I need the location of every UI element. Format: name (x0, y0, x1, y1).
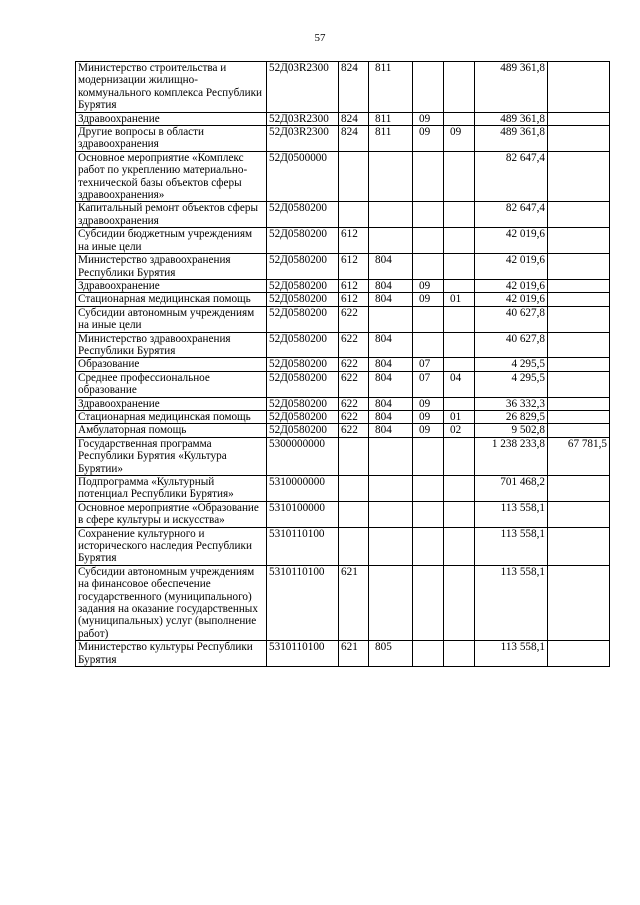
row-vr-cell: 824 (339, 126, 369, 152)
row-grbs-cell: 804 (369, 371, 413, 397)
row-sum1-cell: 42 019,6 (475, 293, 548, 306)
table-row (76, 424, 610, 437)
row-grbs-cell (369, 437, 413, 475)
row-sum2-cell (548, 371, 610, 397)
row-pr-cell (444, 397, 475, 410)
row-grbs-cell (369, 501, 413, 527)
row-grbs-cell: 804 (369, 332, 413, 358)
row-vr-cell: 612 (339, 279, 369, 292)
row-csr-cell: 5310110100 (267, 565, 339, 640)
row-csr-cell: 52Д0500000 (267, 151, 339, 202)
row-grbs-cell (369, 151, 413, 202)
row-sum1-cell: 701 468,2 (475, 476, 548, 502)
row-pr-cell: 02 (444, 424, 475, 437)
row-vr-cell (339, 501, 369, 527)
row-csr-cell: 52Д03R2300 (267, 112, 339, 125)
row-csr-cell: 52Д0580200 (267, 228, 339, 254)
row-name-cell: Основное мероприятие «Образование в сфере культуры и искусства» (76, 501, 267, 527)
row-pr-cell (444, 279, 475, 292)
row-name-cell: Подпрограмма «Культурный потенциал Республики Бурятия» (76, 476, 267, 502)
row-name-cell: Другие вопросы в области здравоохранения (76, 126, 267, 152)
table-row (76, 641, 610, 667)
row-vr-cell: 622 (339, 306, 369, 332)
row-grbs-cell: 811 (369, 62, 413, 113)
row-csr-cell: 5300000000 (267, 437, 339, 475)
row-pr-cell (444, 202, 475, 228)
row-sum1-cell: 489 361,8 (475, 112, 548, 125)
row-name-cell: Министерство культуры Республики Бурятия (76, 641, 267, 667)
row-grbs-cell (369, 476, 413, 502)
budget-table (75, 61, 610, 667)
row-pr-cell (444, 476, 475, 502)
row-sum1-cell: 4 295,5 (475, 358, 548, 371)
row-name-cell: Капитальный ремонт объектов сферы здравоохранения (76, 202, 267, 228)
row-sum1-cell: 4 295,5 (475, 371, 548, 397)
row-vr-cell: 622 (339, 371, 369, 397)
row-name-cell: Сохранение культурного и исторического наследия Республики Бурятия (76, 527, 267, 565)
row-sum2-cell (548, 112, 610, 125)
row-grbs-cell: 804 (369, 293, 413, 306)
row-sum1-cell: 113 558,1 (475, 527, 548, 565)
row-rz-cell (413, 202, 444, 228)
row-grbs-cell (369, 228, 413, 254)
table-row (76, 565, 610, 640)
row-rz-cell (413, 501, 444, 527)
row-rz-cell (413, 527, 444, 565)
row-grbs-cell: 804 (369, 279, 413, 292)
row-sum1-cell: 82 647,4 (475, 202, 548, 228)
row-grbs-cell: 805 (369, 641, 413, 667)
row-sum2-cell (548, 254, 610, 280)
row-sum2-cell (548, 126, 610, 152)
row-name-cell: Стационарная медицинская помощь (76, 293, 267, 306)
table-row (76, 151, 610, 202)
row-grbs-cell (369, 306, 413, 332)
row-name-cell: Министерство здравоохранения Республики Бурятия (76, 332, 267, 358)
row-grbs-cell: 811 (369, 126, 413, 152)
row-name-cell: Субсидии автономным учреждениям на финансовое обеспечение государственного (муниципального) задания на оказание государственных (муниципальных) услуг (выполнение работ) (76, 565, 267, 640)
row-csr-cell: 52Д0580200 (267, 358, 339, 371)
table-row (76, 293, 610, 306)
row-vr-cell (339, 437, 369, 475)
row-rz-cell (413, 476, 444, 502)
row-csr-cell: 5310110100 (267, 527, 339, 565)
row-sum1-cell: 42 019,6 (475, 254, 548, 280)
table-row (76, 527, 610, 565)
table-row (76, 501, 610, 527)
row-sum1-cell: 42 019,6 (475, 228, 548, 254)
row-name-cell: Министерство строительства и модернизации жилищно-коммунального комплекса Республики Бурятия (76, 62, 267, 113)
table-row (76, 397, 610, 410)
row-pr-cell (444, 254, 475, 280)
row-pr-cell: 04 (444, 371, 475, 397)
row-rz-cell: 09 (413, 279, 444, 292)
row-pr-cell (444, 641, 475, 667)
row-name-cell: Министерство здравоохранения Республики Бурятия (76, 254, 267, 280)
row-pr-cell (444, 228, 475, 254)
row-sum2-cell (548, 293, 610, 306)
row-pr-cell: 01 (444, 293, 475, 306)
table-row (76, 254, 610, 280)
row-rz-cell: 09 (413, 410, 444, 423)
row-vr-cell (339, 151, 369, 202)
table-row (76, 358, 610, 371)
row-grbs-cell: 804 (369, 397, 413, 410)
row-rz-cell: 09 (413, 293, 444, 306)
table-row (76, 279, 610, 292)
row-rz-cell (413, 151, 444, 202)
row-vr-cell (339, 476, 369, 502)
row-vr-cell: 622 (339, 410, 369, 423)
row-grbs-cell (369, 202, 413, 228)
row-rz-cell (413, 437, 444, 475)
row-pr-cell (444, 151, 475, 202)
table-row (76, 112, 610, 125)
table-row (76, 437, 610, 475)
row-pr-cell (444, 501, 475, 527)
row-name-cell: Основное мероприятие «Комплекс работ по укреплению материально-технической базы объектов сферы здравоохранения» (76, 151, 267, 202)
row-grbs-cell (369, 527, 413, 565)
row-pr-cell (444, 437, 475, 475)
row-name-cell: Государственная программа Республики Бурятия «Культура Бурятии» (76, 437, 267, 475)
row-vr-cell: 622 (339, 397, 369, 410)
table-row (76, 228, 610, 254)
row-sum2-cell (548, 358, 610, 371)
row-name-cell: Амбулаторная помощь (76, 424, 267, 437)
row-rz-cell (413, 641, 444, 667)
row-sum2-cell (548, 306, 610, 332)
row-rz-cell (413, 228, 444, 254)
row-rz-cell (413, 62, 444, 113)
row-sum2-cell (548, 228, 610, 254)
row-sum2-cell: 67 781,5 (548, 437, 610, 475)
budget-table-body (76, 62, 610, 667)
row-name-cell: Здравоохранение (76, 397, 267, 410)
row-csr-cell: 5310110100 (267, 641, 339, 667)
row-vr-cell: 824 (339, 112, 369, 125)
row-rz-cell (413, 565, 444, 640)
row-sum1-cell: 1 238 233,8 (475, 437, 548, 475)
row-vr-cell: 622 (339, 332, 369, 358)
table-row (76, 62, 610, 113)
row-pr-cell: 01 (444, 410, 475, 423)
row-sum2-cell (548, 641, 610, 667)
row-vr-cell: 622 (339, 358, 369, 371)
table-row (76, 476, 610, 502)
row-sum2-cell (548, 202, 610, 228)
row-csr-cell: 52Д03R2300 (267, 62, 339, 113)
row-pr-cell (444, 112, 475, 125)
row-vr-cell (339, 202, 369, 228)
row-csr-cell: 5310100000 (267, 501, 339, 527)
row-name-cell: Образование (76, 358, 267, 371)
row-name-cell: Субсидии бюджетным учреждениям на иные цели (76, 228, 267, 254)
table-row (76, 371, 610, 397)
row-sum2-cell (548, 424, 610, 437)
row-sum2-cell (548, 279, 610, 292)
row-csr-cell: 52Д03R2300 (267, 126, 339, 152)
row-grbs-cell: 804 (369, 410, 413, 423)
row-rz-cell: 09 (413, 112, 444, 125)
row-pr-cell: 09 (444, 126, 475, 152)
table-row (76, 126, 610, 152)
page-number: 57 (314, 32, 326, 44)
row-sum1-cell: 42 019,6 (475, 279, 548, 292)
row-grbs-cell: 811 (369, 112, 413, 125)
row-vr-cell: 824 (339, 62, 369, 113)
row-rz-cell (413, 254, 444, 280)
row-csr-cell: 5310000000 (267, 476, 339, 502)
row-rz-cell: 09 (413, 424, 444, 437)
row-sum2-cell (548, 476, 610, 502)
row-csr-cell: 52Д0580200 (267, 397, 339, 410)
row-sum1-cell: 489 361,8 (475, 62, 548, 113)
row-csr-cell: 52Д0580200 (267, 332, 339, 358)
row-sum1-cell: 489 361,8 (475, 126, 548, 152)
table-row (76, 410, 610, 423)
row-csr-cell: 52Д0580200 (267, 424, 339, 437)
row-grbs-cell (369, 565, 413, 640)
row-rz-cell (413, 306, 444, 332)
row-sum2-cell (548, 410, 610, 423)
row-csr-cell: 52Д0580200 (267, 293, 339, 306)
row-rz-cell (413, 332, 444, 358)
table-row (76, 332, 610, 358)
row-csr-cell: 52Д0580200 (267, 410, 339, 423)
row-sum1-cell: 113 558,1 (475, 641, 548, 667)
table-row (76, 306, 610, 332)
row-sum2-cell (548, 62, 610, 113)
table-row (76, 202, 610, 228)
row-name-cell: Субсидии автономным учреждениям на иные цели (76, 306, 267, 332)
row-pr-cell (444, 565, 475, 640)
row-vr-cell (339, 527, 369, 565)
row-csr-cell: 52Д0580200 (267, 279, 339, 292)
row-name-cell: Здравоохранение (76, 112, 267, 125)
row-pr-cell (444, 332, 475, 358)
row-sum1-cell: 113 558,1 (475, 501, 548, 527)
row-rz-cell: 09 (413, 126, 444, 152)
row-rz-cell: 07 (413, 371, 444, 397)
row-sum2-cell (548, 151, 610, 202)
row-csr-cell: 52Д0580200 (267, 371, 339, 397)
row-vr-cell: 622 (339, 424, 369, 437)
row-name-cell: Среднее профессиональное образование (76, 371, 267, 397)
row-csr-cell: 52Д0580200 (267, 254, 339, 280)
row-grbs-cell: 804 (369, 424, 413, 437)
row-rz-cell: 09 (413, 397, 444, 410)
row-vr-cell: 612 (339, 254, 369, 280)
row-sum1-cell: 9 502,8 (475, 424, 548, 437)
row-sum2-cell (548, 332, 610, 358)
row-rz-cell: 07 (413, 358, 444, 371)
row-sum2-cell (548, 501, 610, 527)
row-vr-cell: 612 (339, 293, 369, 306)
row-pr-cell (444, 358, 475, 371)
row-csr-cell: 52Д0580200 (267, 306, 339, 332)
row-sum1-cell: 40 627,8 (475, 306, 548, 332)
row-pr-cell (444, 527, 475, 565)
row-sum1-cell: 82 647,4 (475, 151, 548, 202)
row-sum1-cell: 36 332,3 (475, 397, 548, 410)
row-name-cell: Стационарная медицинская помощь (76, 410, 267, 423)
row-sum1-cell: 26 829,5 (475, 410, 548, 423)
row-sum1-cell: 40 627,8 (475, 332, 548, 358)
row-pr-cell (444, 62, 475, 113)
row-vr-cell: 621 (339, 565, 369, 640)
row-grbs-cell: 804 (369, 254, 413, 280)
row-pr-cell (444, 306, 475, 332)
row-name-cell: Здравоохранение (76, 279, 267, 292)
row-sum1-cell: 113 558,1 (475, 565, 548, 640)
row-sum2-cell (548, 565, 610, 640)
row-csr-cell: 52Д0580200 (267, 202, 339, 228)
row-sum2-cell (548, 527, 610, 565)
row-vr-cell: 621 (339, 641, 369, 667)
row-sum2-cell (548, 397, 610, 410)
row-grbs-cell: 804 (369, 358, 413, 371)
row-vr-cell: 612 (339, 228, 369, 254)
